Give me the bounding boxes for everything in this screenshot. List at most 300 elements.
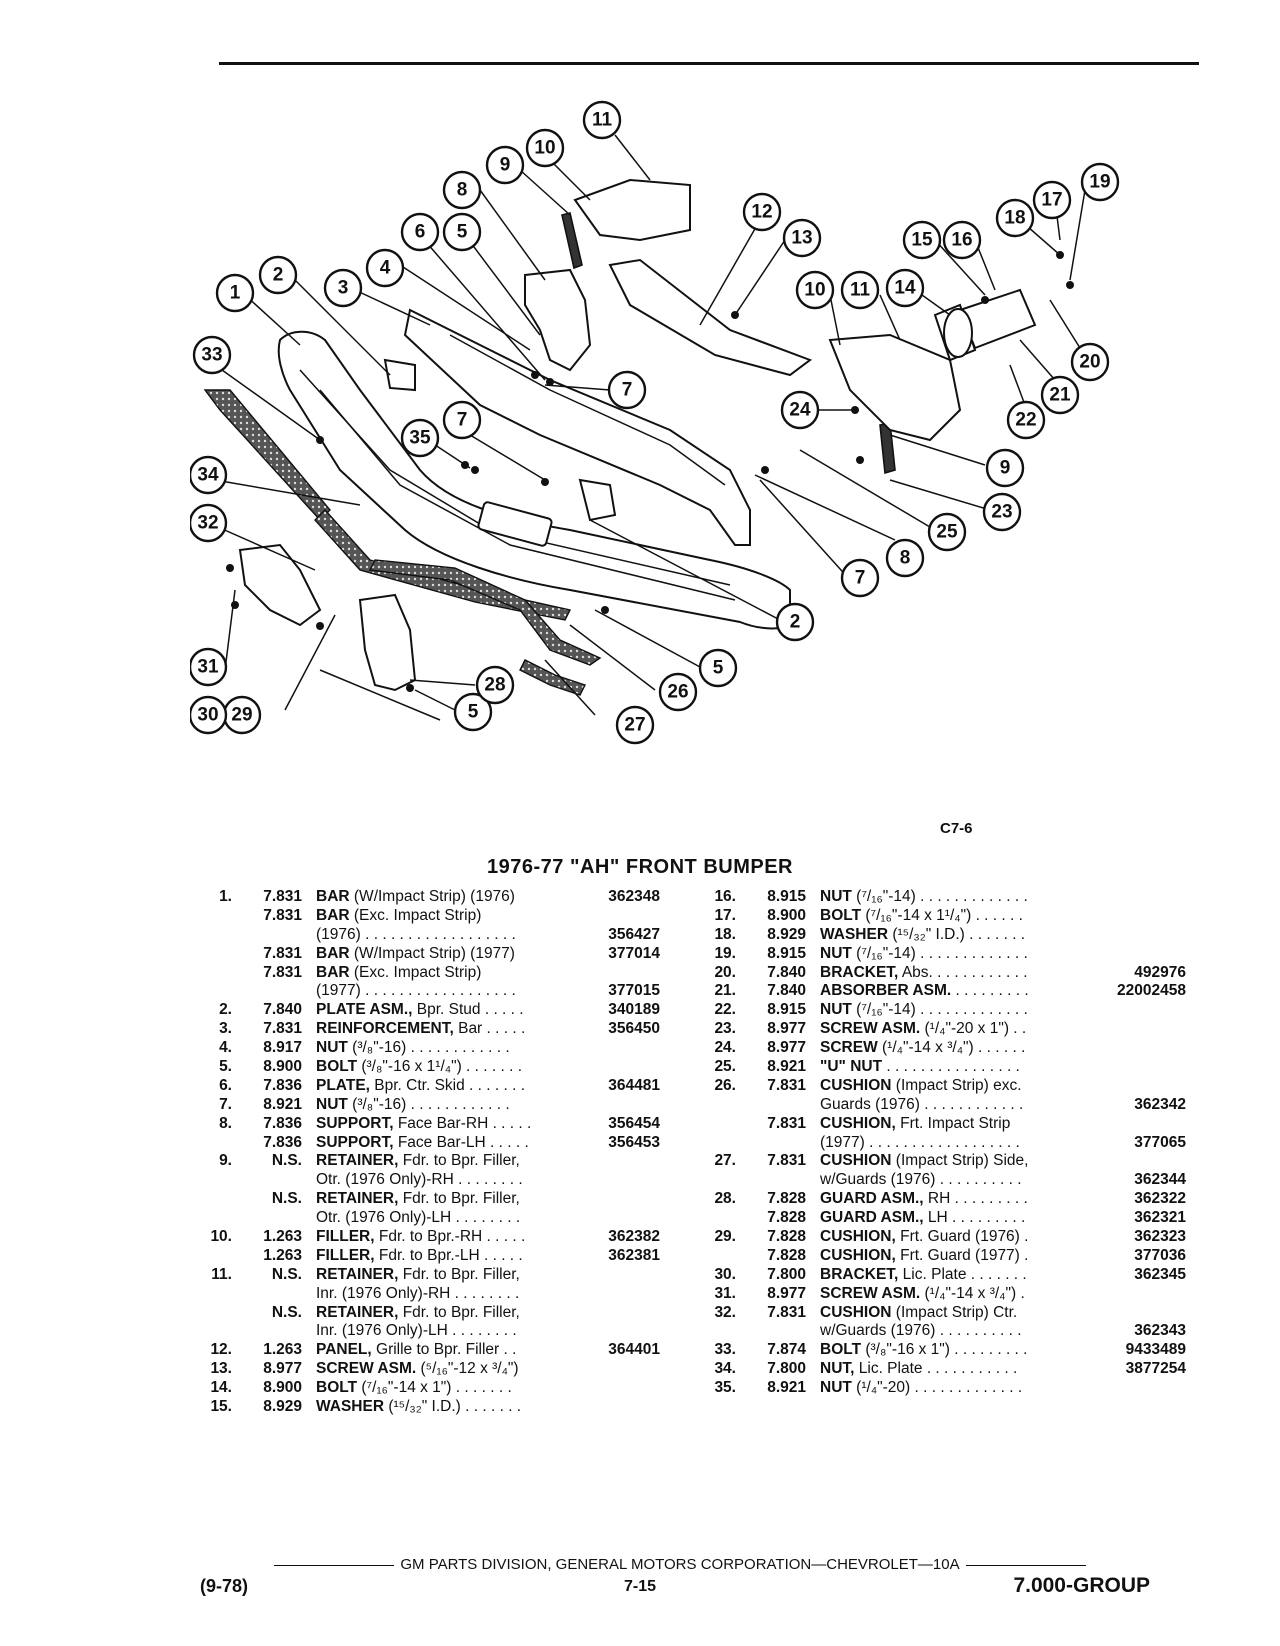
parts-row — [700, 945, 1186, 964]
parts-row — [196, 1266, 668, 1285]
item-name: CUSHION — [820, 1152, 892, 1170]
item-name: FILLER, — [316, 1228, 375, 1246]
item-detail: (¹/₄"-20) . . . . . . . . . . . . . — [851, 1379, 1023, 1397]
part-number: 377015 — [608, 982, 660, 1000]
parts-row — [196, 1058, 668, 1077]
item-description — [820, 1115, 1010, 1134]
item-detail: (⁷/₁₆"-14) . . . . . . . . . . . . . — [851, 888, 1028, 905]
svg-text:21: 21 — [1049, 384, 1071, 406]
item-detail: Lic. Plate . . . . . . . . . . . — [854, 1360, 1018, 1378]
item-description — [820, 907, 1023, 926]
parts-list-right — [700, 888, 1186, 1398]
callout-20 — [1072, 344, 1108, 380]
group-number: 8.921 — [767, 1379, 806, 1397]
item-name: BAR — [316, 944, 350, 962]
page-title: 1976-77 "AH" FRONT BUMPER — [487, 856, 793, 878]
item-detail: Fdr. to Bpr. Filler, — [398, 1152, 520, 1170]
parts-row — [196, 1152, 668, 1171]
item-name: PLATE ASM., — [316, 1001, 413, 1019]
item-number: 2. — [219, 1001, 232, 1019]
item-number: 10. — [210, 1228, 232, 1246]
group-number: 8.915 — [767, 944, 806, 962]
parts-row — [196, 1304, 668, 1323]
item-number: 4. — [219, 1039, 232, 1057]
callout-29 — [224, 697, 260, 733]
callout-13 — [784, 220, 820, 256]
parts-row — [700, 1379, 1186, 1398]
stud-plate — [580, 480, 615, 520]
parts-row — [700, 964, 1186, 983]
callout-23 — [984, 494, 1020, 530]
item-detail: (⁷/₁₆"-14) . . . . . . . . . . . . . — [851, 944, 1028, 962]
parts-row — [700, 1266, 1186, 1285]
item-name: CUSHION, — [820, 1228, 896, 1246]
item-name: NUT — [820, 1001, 852, 1019]
item-name: PANEL, — [316, 1341, 372, 1359]
callout-27 — [617, 707, 653, 743]
svg-text:8: 8 — [899, 547, 911, 569]
svg-text:5: 5 — [456, 221, 468, 243]
group-number: 8.900 — [263, 1379, 302, 1397]
item-description — [820, 1379, 1022, 1398]
item-number: 1. — [219, 888, 232, 905]
group-number: 1.263 — [263, 1228, 302, 1246]
group-number: 7.840 — [263, 1001, 302, 1019]
item-detail: (³/₈"-16) . . . . . . . . . . . . — [347, 1039, 510, 1057]
svg-text:10: 10 — [804, 279, 826, 301]
parts-row — [196, 888, 668, 907]
item-number: 15. — [210, 1398, 232, 1416]
item-name: FILLER, — [316, 1246, 375, 1264]
group-number: 7.831 — [263, 888, 302, 905]
retainer-strip — [562, 213, 582, 268]
callout-4 — [367, 250, 403, 286]
part-number: 362322 — [1134, 1190, 1186, 1208]
item-detail: (W/Impact Strip) (1977) — [349, 944, 515, 962]
parts-row — [700, 1285, 1186, 1304]
item-detail: Frt. Guard (1976) . — [895, 1228, 1029, 1246]
item-number: 26. — [714, 1076, 736, 1094]
item-description — [820, 1096, 1023, 1115]
item-description — [820, 964, 1028, 983]
group-number: 7.800 — [767, 1265, 806, 1283]
svg-text:19: 19 — [1089, 171, 1111, 193]
item-description — [820, 1360, 1017, 1379]
parts-row — [196, 1322, 668, 1341]
item-detail: (1977) . . . . . . . . . . . . . . . . . . — [316, 982, 516, 1000]
part-number: 377014 — [608, 944, 660, 962]
group-number: N.S. — [271, 1265, 302, 1283]
item-number: 33. — [714, 1341, 736, 1359]
item-name: NUT — [820, 944, 852, 962]
callout-16 — [944, 222, 980, 258]
callout-8 — [444, 172, 480, 208]
item-description — [316, 1058, 522, 1077]
item-detail: Frt. Impact Strip — [895, 1114, 1011, 1132]
part-number: 22002458 — [1117, 982, 1186, 1000]
item-description — [820, 1285, 1025, 1304]
parts-row — [196, 982, 668, 1001]
item-description — [316, 1190, 520, 1209]
parts-row — [196, 1077, 668, 1096]
parts-row — [700, 1341, 1186, 1360]
parts-row — [700, 888, 1186, 907]
item-description — [820, 982, 1029, 1001]
item-number: 21. — [714, 982, 736, 1000]
parts-row — [700, 907, 1186, 926]
group-number: N.S. — [271, 1303, 302, 1321]
item-number: 3. — [219, 1020, 232, 1038]
item-name: NUT — [820, 1379, 852, 1397]
grille-filler-panel — [610, 260, 810, 375]
item-name: CUSHION — [820, 1076, 892, 1094]
group-number: 7.831 — [263, 1020, 302, 1038]
item-description — [316, 964, 481, 983]
item-name: RETAINER, — [316, 1152, 399, 1170]
parts-row — [196, 1115, 668, 1134]
item-description — [820, 926, 1025, 945]
part-number: 362382 — [608, 1228, 660, 1246]
item-name: BAR — [316, 888, 350, 905]
svg-text:1: 1 — [229, 282, 241, 304]
svg-text:17: 17 — [1041, 189, 1063, 211]
part-number: 362323 — [1134, 1228, 1186, 1246]
item-description — [316, 1171, 523, 1190]
part-number: 362345 — [1134, 1265, 1186, 1283]
svg-text:13: 13 — [791, 227, 813, 249]
item-number: 9. — [219, 1152, 232, 1170]
item-number: 23. — [714, 1020, 736, 1038]
item-number: 34. — [714, 1360, 736, 1378]
group-number: 8.929 — [263, 1398, 302, 1416]
top-rule — [219, 62, 1199, 65]
impact-strip-end — [520, 660, 585, 695]
group-number: 7.828 — [767, 1228, 806, 1246]
item-detail: (Impact Strip) Side, — [891, 1152, 1029, 1170]
item-name: BOLT — [316, 1058, 358, 1076]
group-number: 8.921 — [767, 1058, 806, 1076]
item-description — [316, 1077, 525, 1096]
group-number: 8.977 — [767, 1039, 806, 1057]
callout-18 — [997, 200, 1033, 236]
group-number: 8.921 — [263, 1095, 302, 1113]
svg-text:11: 11 — [849, 279, 871, 301]
item-name: NUT — [316, 1095, 348, 1113]
part-number: 9433489 — [1125, 1341, 1186, 1359]
item-name: BOLT — [820, 906, 862, 924]
item-description — [820, 1001, 1028, 1020]
group-number: 8.915 — [767, 1001, 806, 1019]
item-detail: w/Guards (1976) . . . . . . . . . . — [820, 1171, 1022, 1189]
item-detail: Bar . . . . . — [453, 1020, 526, 1038]
item-description — [316, 982, 516, 1001]
parts-row — [196, 1209, 668, 1228]
item-detail: Fdr. to Bpr. Filler, — [398, 1190, 520, 1208]
parts-row — [700, 1152, 1186, 1171]
item-description — [820, 1228, 1028, 1247]
parts-row — [700, 1228, 1186, 1247]
item-detail: Face Bar-RH . . . . . — [393, 1114, 532, 1132]
item-description — [820, 1190, 1028, 1209]
item-name: SCREW ASM. — [820, 1284, 921, 1302]
item-description — [316, 1398, 521, 1417]
item-description — [820, 1077, 1022, 1096]
parts-row — [196, 964, 668, 983]
item-detail: (¹/₄"-14 x ³/₄") . . . . . . — [877, 1039, 1026, 1057]
item-number: 8. — [219, 1114, 232, 1132]
part-number: 356450 — [608, 1020, 660, 1038]
svg-text:15: 15 — [911, 229, 933, 251]
callout-8b — [887, 540, 923, 576]
item-name: SCREW ASM. — [316, 1360, 417, 1378]
parts-row — [700, 1077, 1186, 1096]
group-number: 1.263 — [263, 1341, 302, 1359]
item-number: 29. — [714, 1228, 736, 1246]
parts-row — [700, 1020, 1186, 1039]
svg-text:28: 28 — [484, 674, 506, 696]
item-detail: Lic. Plate . . . . . . . — [898, 1265, 1027, 1283]
parts-row — [700, 1190, 1186, 1209]
item-detail: Grille to Bpr. Filler . . — [371, 1341, 517, 1359]
callout-25 — [929, 514, 965, 550]
item-detail: (³/₈"-16 x 1") . . . . . . . . . — [861, 1341, 1028, 1359]
group-number: 7.828 — [767, 1190, 806, 1208]
svg-text:20: 20 — [1079, 351, 1101, 373]
item-name: SUPPORT, — [316, 1114, 394, 1132]
filler-right — [830, 335, 960, 440]
item-detail: Inr. (1976 Only)-LH . . . . . . . . — [316, 1322, 517, 1340]
callout-3 — [325, 270, 361, 306]
item-number: 12. — [210, 1341, 232, 1359]
license-bracket — [240, 545, 320, 625]
svg-text:9: 9 — [499, 154, 511, 176]
item-name: "U" NUT — [820, 1058, 883, 1076]
item-detail: (Impact Strip) exc. — [891, 1076, 1022, 1094]
svg-text:5: 5 — [712, 657, 724, 679]
callout-21 — [1042, 377, 1078, 413]
item-detail: Bpr. Ctr. Skid . . . . . . . — [369, 1076, 526, 1094]
parts-row — [196, 1096, 668, 1115]
parts-row — [196, 945, 668, 964]
parts-row — [700, 1096, 1186, 1115]
footer-group: 7.000-GROUP — [1013, 1574, 1150, 1597]
part-number: 3877254 — [1125, 1360, 1186, 1378]
item-description — [316, 1020, 525, 1039]
svg-text:34: 34 — [197, 464, 219, 486]
parts-row — [196, 1001, 668, 1020]
svg-text:9: 9 — [999, 457, 1011, 479]
item-name: SCREW — [820, 1039, 878, 1057]
svg-text:2: 2 — [272, 264, 284, 286]
part-number: 492976 — [1134, 963, 1186, 981]
item-detail: w/Guards (1976) . . . . . . . . . . — [820, 1322, 1022, 1340]
group-number: 8.900 — [263, 1058, 302, 1076]
part-number: 364481 — [608, 1076, 660, 1094]
item-description — [820, 1322, 1022, 1341]
item-description — [316, 1039, 510, 1058]
item-detail: (³/₈"-16) . . . . . . . . . . . . — [347, 1095, 510, 1113]
group-number: 7.831 — [767, 1076, 806, 1094]
parts-row — [196, 1398, 668, 1417]
callout-5 — [444, 214, 480, 250]
callout-28 — [477, 667, 513, 703]
svg-text:7: 7 — [621, 379, 633, 401]
item-name: NUT — [316, 1039, 348, 1057]
part-number: 362321 — [1134, 1209, 1186, 1227]
parts-row — [700, 1322, 1186, 1341]
svg-text:12: 12 — [751, 201, 773, 223]
group-number: 7.836 — [263, 1076, 302, 1094]
svg-text:30: 30 — [197, 704, 219, 726]
callout-34 — [190, 457, 226, 493]
item-description — [316, 1379, 512, 1398]
callout-6 — [402, 214, 438, 250]
item-detail: (¹⁵/₃₂" I.D.) . . . . . . . — [384, 1398, 522, 1416]
svg-text:35: 35 — [409, 427, 431, 449]
parts-row — [196, 926, 668, 945]
item-description — [316, 888, 515, 907]
callout-7b — [444, 402, 480, 438]
item-number: 25. — [714, 1058, 736, 1076]
svg-text:25: 25 — [936, 521, 958, 543]
item-detail: Frt. Guard (1977) . — [895, 1246, 1029, 1264]
item-detail: Otr. (1976 Only)-RH . . . . . . . . — [316, 1171, 523, 1189]
callout-32 — [190, 505, 226, 541]
item-number: 20. — [714, 963, 736, 981]
item-description — [820, 1039, 1025, 1058]
item-number: 7. — [219, 1095, 232, 1113]
item-description — [820, 1341, 1027, 1360]
item-number: 28. — [714, 1190, 736, 1208]
item-detail: (Exc. Impact Strip) — [349, 963, 482, 981]
parts-list-left — [196, 888, 668, 1417]
callout-11 — [584, 102, 620, 138]
item-description — [316, 1304, 520, 1323]
item-number: 14. — [210, 1379, 232, 1397]
group-number: 8.929 — [767, 925, 806, 943]
parts-row — [196, 1134, 668, 1153]
group-number: 7.831 — [767, 1152, 806, 1170]
footer-date: (9-78) — [200, 1576, 249, 1596]
svg-text:33: 33 — [201, 344, 223, 366]
item-description — [316, 1341, 516, 1360]
item-number: 30. — [714, 1265, 736, 1283]
item-detail: . . . . . . . . . — [951, 982, 1029, 1000]
item-detail: (⁷/₁₆"-14 x 1") . . . . . . . — [357, 1379, 512, 1397]
parts-row — [196, 907, 668, 926]
item-number: 32. — [714, 1303, 736, 1321]
parts-row — [700, 1304, 1186, 1323]
callout-5b — [700, 650, 736, 686]
callout-10b — [797, 272, 833, 308]
item-name: BRACKET, — [820, 963, 899, 981]
item-name: WASHER — [820, 925, 889, 943]
item-detail: (¹/₄"-20 x 1") . . — [920, 1020, 1027, 1038]
parts-row — [196, 1379, 668, 1398]
item-number: 24. — [714, 1039, 736, 1057]
group-number: 8.977 — [767, 1284, 806, 1302]
svg-text:7: 7 — [456, 409, 468, 431]
item-name: CUSHION — [820, 1303, 892, 1321]
callout-2b — [777, 604, 813, 640]
item-number: 6. — [219, 1076, 232, 1094]
item-description — [316, 1285, 519, 1304]
item-description — [316, 1134, 529, 1153]
callout-15 — [904, 222, 940, 258]
item-number: 17. — [714, 906, 736, 924]
svg-text:29: 29 — [231, 704, 253, 726]
item-detail: (¹⁵/₃₂" I.D.) . . . . . . . — [888, 925, 1026, 943]
group-number: 8.917 — [263, 1039, 302, 1057]
svg-text:3: 3 — [337, 277, 349, 299]
item-description — [820, 1058, 1020, 1077]
item-detail: Guards (1976) . . . . . . . . . . . . — [820, 1095, 1024, 1113]
parts-row — [700, 1247, 1186, 1266]
item-description — [316, 1228, 525, 1247]
group-number: 7.800 — [767, 1360, 806, 1378]
item-number: 31. — [714, 1284, 736, 1302]
part-number: 356453 — [608, 1133, 660, 1151]
item-detail: Fdr. to Bpr. Filler, — [398, 1265, 520, 1283]
item-name: BAR — [316, 906, 350, 924]
group-number: 8.977 — [767, 1020, 806, 1038]
part-number: 364401 — [608, 1341, 660, 1359]
item-number: 19. — [714, 944, 736, 962]
group-number: 7.840 — [767, 982, 806, 1000]
parts-row — [196, 1247, 668, 1266]
parts-row — [700, 1115, 1186, 1134]
item-description — [316, 1360, 519, 1379]
item-name: RETAINER, — [316, 1303, 399, 1321]
callout-9b — [987, 450, 1023, 486]
svg-text:4: 4 — [379, 257, 391, 279]
svg-text:16: 16 — [951, 229, 973, 251]
group-number: 7.831 — [263, 963, 302, 981]
item-name: GUARD ASM., — [820, 1190, 924, 1208]
group-number: 8.900 — [767, 906, 806, 924]
item-name: NUT, — [820, 1360, 855, 1378]
group-number: 8.915 — [767, 888, 806, 905]
parts-row — [196, 1039, 668, 1058]
callout-9 — [487, 147, 523, 183]
svg-text:6: 6 — [414, 221, 426, 243]
item-detail: Otr. (1976 Only)-LH . . . . . . . . — [316, 1209, 521, 1227]
parts-row — [196, 1171, 668, 1190]
item-name: BRACKET, — [820, 1265, 899, 1283]
callout-24 — [782, 392, 818, 428]
callout-33 — [194, 337, 230, 373]
part-number: 362344 — [1134, 1171, 1186, 1189]
item-detail: (Exc. Impact Strip) — [349, 906, 482, 924]
callout-26 — [660, 674, 696, 710]
item-name: WASHER — [316, 1398, 385, 1416]
guard-assembly — [360, 595, 415, 690]
group-number: 8.977 — [263, 1360, 302, 1378]
group-number: 1.263 — [263, 1246, 302, 1264]
part-number: 356427 — [608, 925, 660, 943]
parts-row — [700, 1134, 1186, 1153]
group-number: 7.836 — [263, 1133, 302, 1151]
callout-35 — [402, 420, 438, 456]
callout-17 — [1034, 182, 1070, 218]
parts-row — [196, 1360, 668, 1379]
item-description — [316, 1001, 524, 1020]
item-description — [316, 926, 516, 945]
item-description — [820, 888, 1028, 907]
svg-text:14: 14 — [894, 277, 916, 299]
item-description — [820, 1171, 1022, 1190]
svg-text:11: 11 — [591, 109, 613, 131]
